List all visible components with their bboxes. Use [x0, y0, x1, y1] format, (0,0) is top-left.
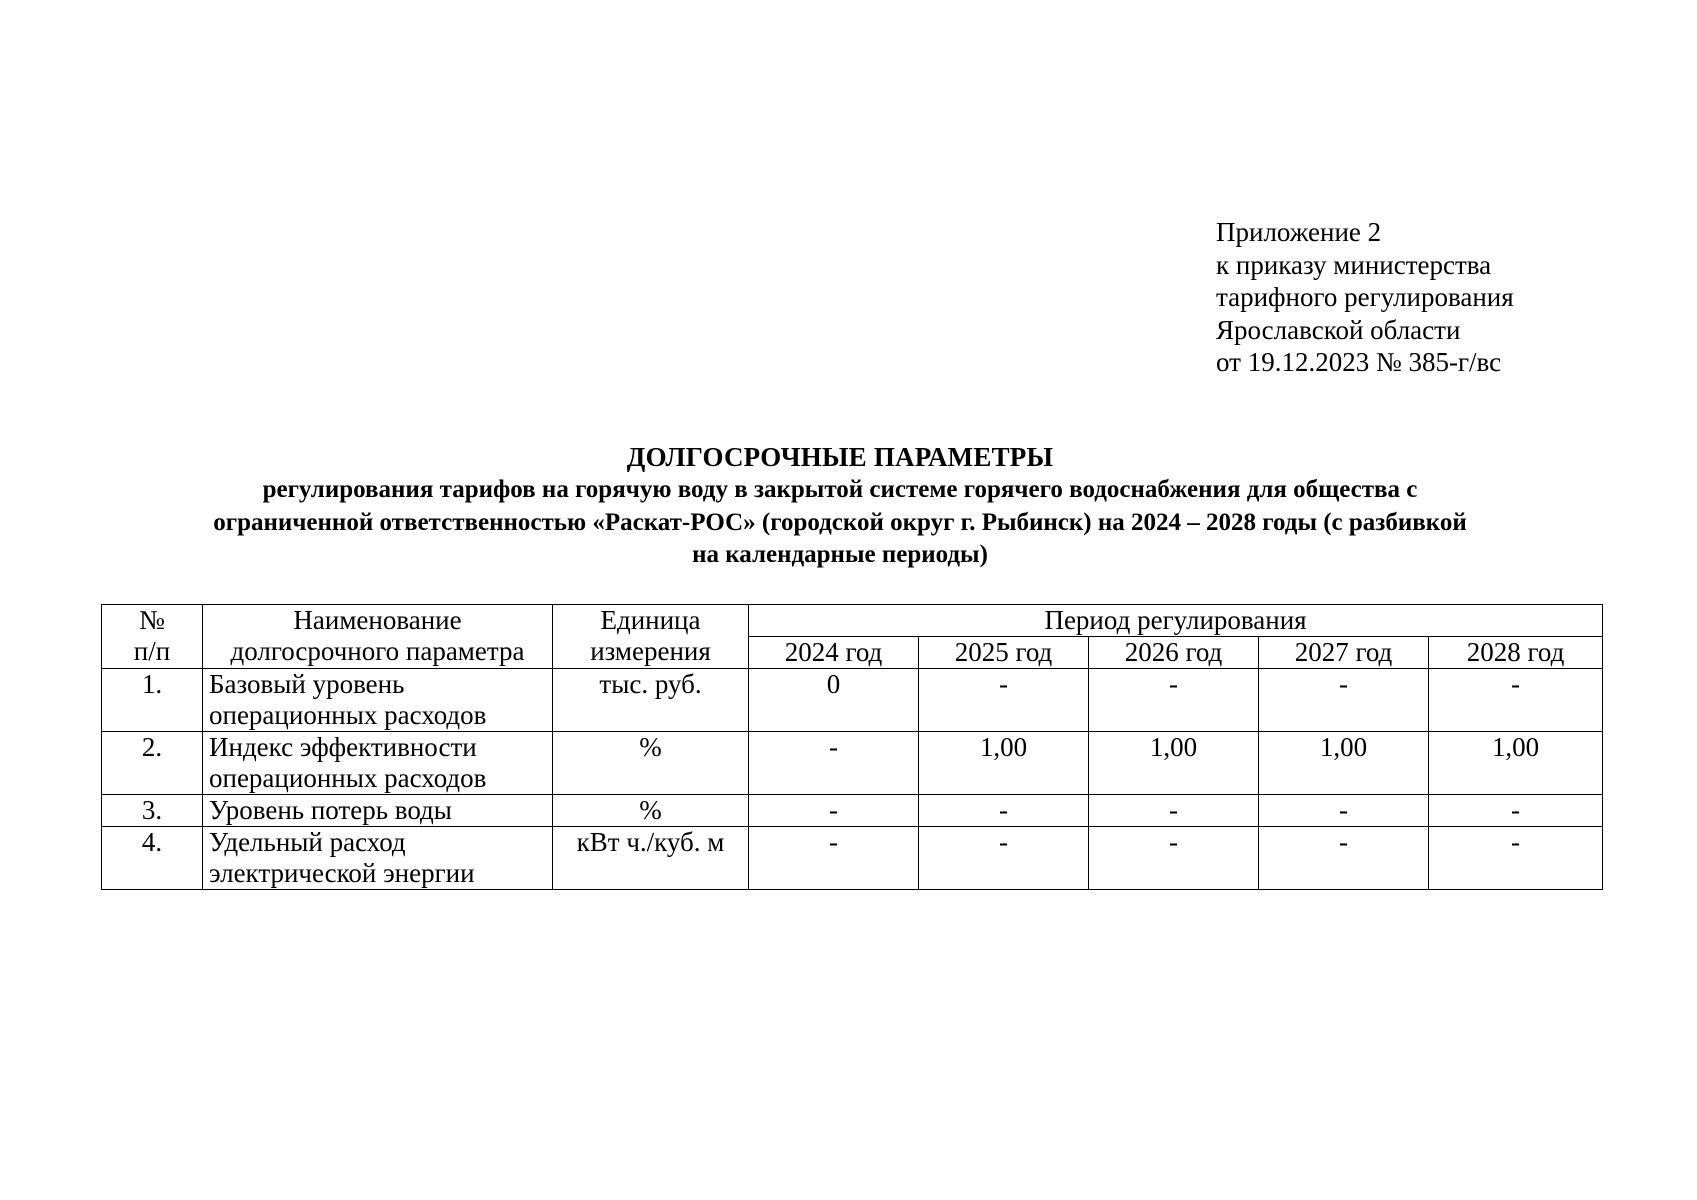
value-cell: - [1259, 669, 1429, 732]
document-subtitle-line: ограниченной ответственностью «Раскат-РОС» (городской округ г. Рыбинск) на 2024 – 2028 годы (с разбивкой [213, 508, 1467, 536]
header-year: 2025 год [919, 637, 1089, 669]
unit-cell: % [553, 795, 749, 827]
document-subtitle-line: на календарные периоды) [692, 541, 988, 568]
value-cell: - [919, 669, 1089, 732]
row-number: 4. [102, 827, 203, 890]
row-number: 1. [102, 669, 203, 732]
value-cell: - [919, 827, 1089, 890]
value-cell: 1,00 [1429, 732, 1603, 795]
value-cell: - [1259, 827, 1429, 890]
value-cell: - [1089, 669, 1259, 732]
value-cell: 1,00 [919, 732, 1089, 795]
parameter-name-line: операционных расходов [209, 763, 487, 793]
parameter-name [203, 795, 553, 827]
parameter-name [203, 827, 553, 890]
annex-line: Ярославской области [1216, 314, 1461, 345]
header-year: 2028 год [1429, 637, 1603, 669]
annex-line: к приказу министерства [1216, 249, 1492, 280]
header-period: Период регулирования [749, 605, 1603, 637]
parameter-name-line: Индекс эффективности [209, 732, 477, 762]
document-title: ДОЛГОСРОЧНЫЕ ПАРАМЕТРЫ [626, 442, 1054, 472]
table-row [102, 669, 1603, 732]
header-year: 2027 год [1259, 637, 1429, 669]
unit-cell: кВт ч./куб. м [553, 827, 749, 890]
table-row [102, 827, 1603, 890]
value-cell: - [1429, 795, 1603, 827]
value-cell: - [1089, 827, 1259, 890]
header-unit-line: измерения [590, 636, 711, 666]
header-num [102, 605, 203, 669]
header-name-line: Наименование [293, 605, 462, 635]
parameter-name-line: электрической энергии [209, 858, 475, 888]
parameters-table [101, 604, 1603, 890]
value-cell: - [749, 732, 919, 795]
header-year: 2024 год [749, 637, 919, 669]
document-subtitle-line: регулирования тарифов на горячую воду в закрытой системе горячего водоснабжения для общества с [262, 476, 1418, 503]
value-cell: - [749, 795, 919, 827]
value-cell: 1,00 [1259, 732, 1429, 795]
parameter-name-line: Базовый уровень [209, 669, 405, 699]
value-cell: 0 [749, 669, 919, 732]
annex-line: Приложение 2 [1216, 217, 1382, 247]
parameter-name-line: Уровень потерь воды [209, 795, 452, 825]
value-cell: - [1259, 795, 1429, 827]
table-row [102, 732, 1603, 795]
value-cell: - [919, 795, 1089, 827]
parameter-name [203, 669, 553, 732]
value-cell: - [1089, 795, 1259, 827]
header-unit-line: Единица [600, 605, 701, 635]
unit-cell: % [553, 732, 749, 795]
value-cell: - [749, 827, 919, 890]
table-row [102, 795, 1603, 827]
header-num-line: п/п [133, 636, 171, 666]
annex-line: от 19.12.2023 № 385-г/вс [1216, 347, 1502, 377]
document-heading [100, 440, 1580, 572]
header-year: 2026 год [1089, 637, 1259, 669]
row-number: 3. [102, 795, 203, 827]
header-unit [553, 605, 749, 669]
header-parameter-name [203, 605, 553, 669]
parameter-name-line: Удельный расход [209, 827, 406, 857]
value-cell: - [1429, 827, 1603, 890]
value-cell: 1,00 [1089, 732, 1259, 795]
annex-line: тарифного регулирования [1216, 282, 1514, 312]
row-number: 2. [102, 732, 203, 795]
header-name-line: долгосрочного параметра [230, 636, 525, 666]
unit-cell: тыс. руб. [553, 669, 749, 732]
parameter-name [203, 732, 553, 795]
value-cell: - [1429, 669, 1603, 732]
annex-block [1216, 216, 1514, 379]
header-num-line: № [139, 605, 165, 635]
parameter-name-line: операционных расходов [209, 700, 487, 730]
